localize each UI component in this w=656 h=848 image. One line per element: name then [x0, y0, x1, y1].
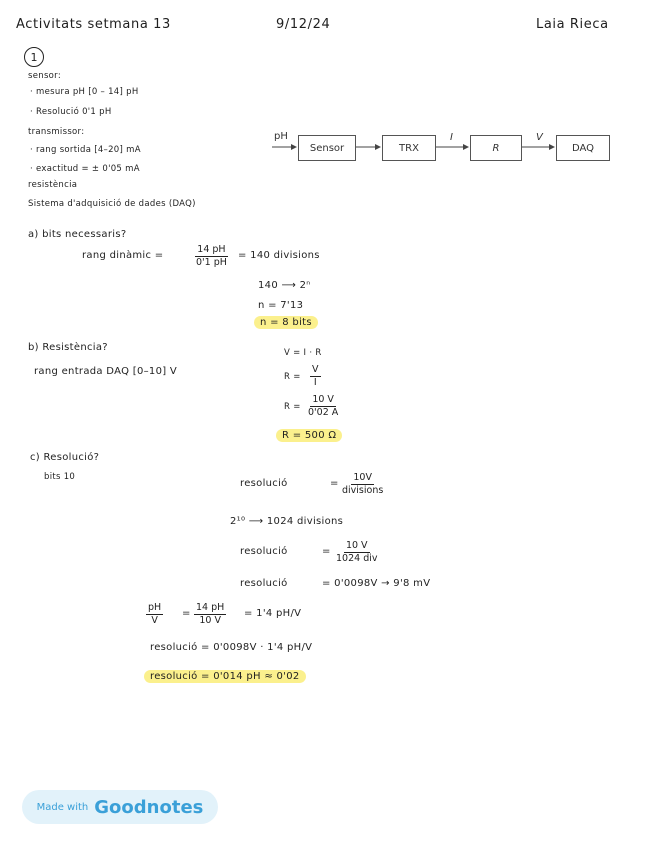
- block-trx: TRX: [382, 135, 436, 161]
- part-c-question: c) Resolució?: [30, 452, 100, 463]
- part-b-frac2-num: 10 V: [312, 394, 334, 405]
- note-sensor: sensor:: [28, 71, 61, 81]
- block-diagram: [270, 128, 615, 168]
- res-calculation: resolució = 0'0098V · 1'4 pH/V: [150, 642, 313, 653]
- note-output-range: · rang sortida [4–20] mA: [30, 145, 141, 155]
- res-label-3: resolució: [240, 578, 288, 589]
- note-accuracy: · exactitud = ± 0'05 mA: [30, 164, 140, 174]
- part-b-frac2-den: 0'02 A: [308, 407, 339, 418]
- part-c-answer: resolució = 0'014 pH ≈ 0'02: [144, 670, 306, 683]
- part-b-r-eq2: R =: [284, 402, 301, 412]
- res-fraction-2: [334, 540, 380, 565]
- res-fraction-1: [340, 472, 385, 497]
- part-a-answer: n = 8 bits: [254, 316, 318, 329]
- res-eq-sign-1: =: [330, 478, 339, 489]
- ph-eq-sign: =: [182, 608, 191, 619]
- part-a-question: a) bits necessaris?: [28, 229, 127, 240]
- res-volt: = 0'0098V → 9'8 mV: [322, 578, 431, 589]
- ph-per-v-den: V: [151, 615, 158, 626]
- daq-input-range: rang entrada DAQ [0–10] V: [34, 366, 178, 377]
- part-b-eq1: V = I · R: [284, 348, 322, 358]
- ph-frac-den: 10 V: [199, 615, 221, 626]
- part-b-frac1-den: I: [313, 377, 317, 388]
- part-b-question: b) Resistència?: [28, 342, 108, 353]
- note-resistance: resistència: [28, 180, 78, 190]
- goodnotes-logo: Goodnotes: [94, 796, 204, 818]
- ph-frac-num: 14 pH: [196, 602, 225, 613]
- exercise-number: 1: [30, 50, 38, 64]
- part-b-r-eq1: R =: [284, 372, 301, 382]
- arrow-label-current: I: [450, 132, 453, 143]
- res-frac2-den: 1024 div: [336, 553, 378, 564]
- divisions-equation: 2¹⁰ ⟶ 1024 divisions: [230, 516, 344, 527]
- res-label-2: resolució: [240, 546, 288, 557]
- res-frac1-den: divisions: [342, 485, 384, 496]
- dyn-range-label: rang dinàmic =: [82, 250, 164, 261]
- diagram-input-label: pH: [274, 131, 288, 142]
- res-frac1-num: 10V: [353, 472, 372, 483]
- res-eq-sign-2: =: [322, 546, 331, 557]
- part-b-answer: R = 500 Ω: [276, 429, 342, 442]
- author-name: Laia Rieca: [536, 17, 609, 32]
- ph-per-v-num: pH: [148, 602, 162, 613]
- exercise-number-circle: [24, 47, 44, 67]
- ph-per-v-fraction: [146, 602, 163, 627]
- part-a-eq2: n = 7'13: [258, 300, 304, 311]
- part-c-bits: bits 10: [44, 472, 76, 482]
- page-date: 9/12/24: [276, 17, 331, 32]
- res-frac2-num: 10 V: [345, 540, 368, 551]
- dyn-range-den: 0'1 pH: [196, 257, 227, 268]
- note-daq: Sistema d'adquisició de dades (DAQ): [28, 199, 196, 209]
- block-sensor: Sensor: [298, 135, 356, 161]
- ph-per-v-result: = 1'4 pH/V: [244, 608, 302, 619]
- part-b-fraction2: [306, 394, 340, 419]
- page-title: Activitats setmana 13: [16, 17, 171, 32]
- block-daq: DAQ: [556, 135, 610, 161]
- part-b-fraction1: [310, 364, 321, 389]
- note-resolution: · Resolució 0'1 pH: [30, 107, 112, 117]
- note-measure: · mesura pH [0 – 14] pH: [30, 87, 139, 97]
- note-transmitter: transmissor:: [28, 127, 85, 137]
- part-a-eq1: 140 ⟶ 2ⁿ: [258, 280, 311, 291]
- dyn-range-num: 14 pH: [197, 244, 226, 255]
- arrow-label-voltage: V: [536, 132, 543, 143]
- goodnotes-badge[interactable]: [22, 790, 218, 824]
- res-label-1: resolució: [240, 478, 288, 489]
- dyn-range-result: = 140 divisions: [238, 250, 320, 261]
- badge-made-with: Made with: [36, 801, 89, 813]
- block-resistor: R: [470, 135, 522, 161]
- part-b-frac1-num: V: [312, 364, 319, 375]
- dyn-range-fraction: [194, 244, 229, 269]
- ph-value-fraction: [194, 602, 226, 627]
